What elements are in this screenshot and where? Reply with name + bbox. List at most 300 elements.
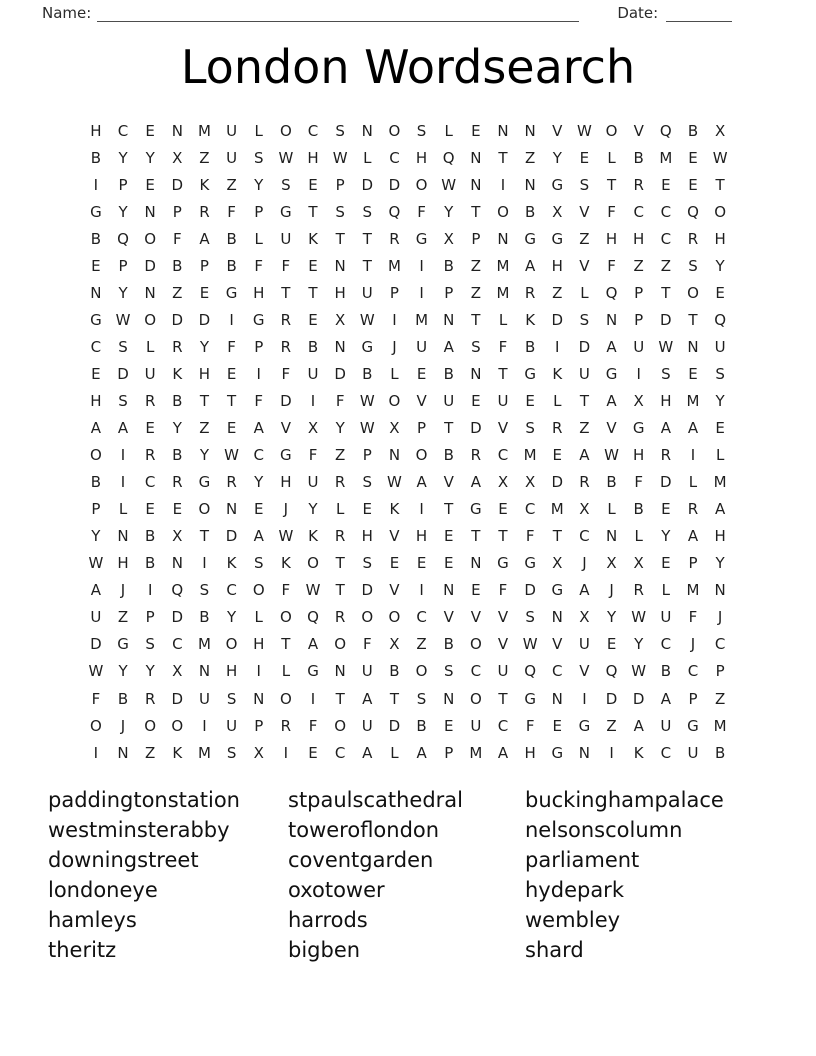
grid-letter: W [604, 446, 619, 465]
grid-letter: G [470, 500, 482, 519]
grid-letter: A [253, 527, 264, 546]
grid-letter: O [279, 689, 292, 708]
grid-letter: H [714, 527, 726, 546]
grid-letter: U [714, 337, 726, 356]
grid-letter: K [280, 554, 291, 573]
grid-letter: E [715, 419, 725, 438]
grid-letter: G [307, 662, 319, 681]
grid-letter: A [497, 743, 509, 762]
grid-letter: P [91, 500, 101, 519]
grid-letter: D [361, 175, 374, 194]
grid-letter: V [416, 391, 427, 410]
grid-letter: B [443, 635, 454, 654]
grid-letter: Y [199, 446, 210, 465]
grid-letter: P [118, 256, 128, 275]
grid-letter: X [579, 500, 590, 519]
grid-letter: Y [254, 473, 264, 492]
grid-letter: M [496, 256, 510, 275]
grid-letter: Y [444, 202, 454, 221]
date-label: Date: [617, 4, 659, 22]
grid-letter: B [524, 202, 536, 221]
grid-letter: E [661, 175, 671, 194]
grid-letter: L [254, 608, 263, 627]
grid-letter: C [579, 527, 590, 546]
grid-letter: G [497, 554, 509, 573]
grid-letter: S [362, 202, 373, 221]
date-blank-line [666, 6, 732, 22]
grid-letter: E [579, 148, 590, 167]
grid-letter: A [714, 500, 726, 519]
grid-letter: B [145, 527, 156, 546]
grid-letter: A [362, 689, 373, 708]
grid-letter: O [144, 229, 157, 248]
grid-letter: E [606, 635, 617, 654]
word-item: londoneye [48, 878, 158, 903]
grid-letter: I [310, 689, 316, 708]
word-item: shard [525, 938, 584, 963]
grid-letter: B [633, 148, 644, 167]
grid-letter: C [660, 229, 672, 248]
name-date-header [0, 0, 816, 22]
grid-letter: W [359, 310, 375, 329]
grid-letter: E [308, 310, 318, 329]
grid-letter: D [551, 310, 564, 329]
grid-letter: H [334, 283, 346, 302]
grid-letter: N [605, 527, 618, 546]
grid-letter: C [90, 337, 102, 356]
word-item: buckinghampalace [525, 788, 724, 813]
grid-letter: A [416, 743, 427, 762]
grid-letter: Q [605, 283, 618, 302]
grid-letter: G [524, 229, 536, 248]
grid-letter: E [688, 148, 698, 167]
grid-letter: S [525, 608, 535, 627]
grid-letter: C [660, 202, 672, 221]
grid-letter: O [198, 500, 211, 519]
grid-letter: K [172, 364, 183, 383]
grid-letter: U [443, 391, 455, 410]
grid-letter: T [308, 202, 318, 221]
grid-letter: O [469, 689, 482, 708]
grid-letter: W [631, 608, 647, 627]
grid-letter: F [281, 256, 291, 275]
grid-letter: V [443, 608, 454, 627]
grid-letter: V [470, 608, 481, 627]
grid-letter: N [443, 310, 455, 329]
grid-letter: R [334, 608, 346, 627]
grid-letter: M [713, 716, 727, 735]
word-item: nelsonscolumn [525, 818, 683, 843]
grid-letter: E [362, 500, 373, 519]
grid-letter: D [388, 716, 401, 735]
grid-letter: T [362, 229, 372, 248]
grid-letter: F [172, 229, 182, 248]
grid-letter: L [715, 446, 725, 465]
grid-letter: I [229, 310, 234, 329]
grid-letter: X [714, 121, 726, 140]
grid-letter: B [117, 689, 129, 708]
word-item: hydepark [525, 878, 624, 903]
grid-letter: S [579, 310, 590, 329]
grid-letter: I [609, 743, 614, 762]
grid-letter: L [688, 473, 698, 492]
grid-letter: F [688, 608, 698, 627]
grid-letter: I [419, 283, 424, 302]
grid-letter: P [634, 283, 644, 302]
grid-letter: T [335, 581, 345, 600]
grid-letter: H [633, 446, 645, 465]
word-item: downingstreet [48, 848, 199, 873]
grid-letter: U [198, 689, 210, 708]
grid-letter: Y [715, 554, 725, 573]
grid-letter: Q [171, 581, 184, 600]
grid-letter: G [225, 283, 238, 302]
grid-letter: W [115, 310, 131, 329]
grid-letter: I [120, 446, 126, 465]
grid-letter: H [605, 229, 618, 248]
grid-letter: I [582, 689, 587, 708]
grid-letter: R [687, 229, 699, 248]
grid-letter: B [633, 500, 644, 519]
grid-letter: K [525, 310, 536, 329]
grid-letter: S [416, 689, 427, 708]
grid-letter: R [226, 473, 237, 492]
grid-letter: O [388, 608, 401, 627]
grid-letter: B [714, 743, 726, 762]
grid-letter: E [471, 121, 481, 140]
grid-letter: E [552, 716, 563, 735]
grid-letter: H [361, 527, 373, 546]
grid-letter: G [524, 689, 536, 708]
grid-letter: O [388, 121, 401, 140]
grid-letter: H [225, 662, 238, 681]
grid-letter: Y [715, 391, 725, 410]
grid-letter: I [310, 391, 316, 410]
grid-letter: I [392, 310, 397, 329]
grid-letter: E [145, 419, 155, 438]
grid-letter: N [334, 662, 346, 681]
grid-letter: Y [91, 527, 101, 546]
grid-letter: D [361, 581, 374, 600]
grid-letter: L [607, 500, 616, 519]
grid-letter: V [389, 581, 400, 600]
grid-letter: A [606, 337, 617, 356]
grid-letter: J [120, 581, 126, 600]
grid-letter: J [283, 500, 289, 519]
grid-letter: I [147, 581, 153, 600]
grid-letter: P [362, 446, 372, 465]
grid-letter: G [90, 310, 102, 329]
grid-letter: C [687, 662, 699, 681]
grid-letter: C [470, 662, 482, 681]
grid-letter: D [551, 473, 564, 492]
grid-letter: R [280, 337, 292, 356]
grid-letter: B [172, 391, 183, 410]
grid-letter: S [253, 148, 264, 167]
grid-letter: Z [172, 283, 183, 302]
word-list [0, 785, 816, 965]
grid-letter: W [441, 175, 457, 194]
grid-letter: T [579, 391, 589, 410]
grid-letter: D [632, 689, 645, 708]
grid-letter: G [687, 716, 699, 735]
grid-letter: Y [254, 175, 264, 194]
grid-letter: C [633, 202, 644, 221]
grid-letter: W [305, 581, 321, 600]
grid-letter: L [580, 283, 589, 302]
grid-letter: C [226, 581, 237, 600]
grid-letter: A [253, 419, 264, 438]
grid-letter: X [633, 554, 644, 573]
grid-letter: O [605, 121, 618, 140]
grid-letter: F [634, 473, 644, 492]
grid-letter: R [633, 581, 644, 600]
grid-letter: Y [118, 283, 128, 302]
grid-letter: E [715, 283, 725, 302]
grid-letter: E [145, 175, 155, 194]
grid-letter: D [578, 337, 591, 356]
grid-letter: A [117, 419, 129, 438]
grid-letter: H [415, 527, 428, 546]
grid-letter: F [281, 581, 291, 600]
grid-letter: R [280, 716, 292, 735]
grid-letter: K [633, 743, 644, 762]
grid-letter: A [525, 256, 536, 275]
grid-letter: C [416, 608, 427, 627]
word-item: paddingtonstation [48, 788, 240, 813]
grid-letter: O [334, 716, 347, 735]
grid-letter: D [605, 689, 618, 708]
grid-letter: R [524, 283, 536, 302]
grid-letter: N [524, 121, 536, 140]
grid-letter: N [551, 608, 563, 627]
grid-letter: I [256, 662, 261, 681]
grid-letter: B [443, 364, 454, 383]
grid-letter: T [471, 202, 481, 221]
grid-letter: G [361, 337, 374, 356]
grid-letter: X [524, 473, 536, 492]
grid-letter: S [443, 662, 454, 681]
grid-letter: H [90, 391, 102, 410]
grid-letter: A [660, 689, 671, 708]
grid-letter: W [359, 391, 375, 410]
grid-letter: Y [335, 419, 345, 438]
grid-letter: S [362, 473, 373, 492]
grid-letter: T [498, 527, 508, 546]
grid-letter: T [471, 310, 481, 329]
grid-letter: E [416, 364, 427, 383]
grid-letter: P [254, 716, 264, 735]
grid-letter: A [416, 473, 427, 492]
grid-letter: U [660, 608, 672, 627]
grid-letter: J [717, 608, 723, 627]
grid-letter: T [281, 283, 291, 302]
grid-letter: F [498, 581, 508, 600]
grid-letter: E [552, 446, 563, 465]
grid-letter: R [199, 202, 210, 221]
grid-letter: G [198, 473, 211, 492]
grid-letter: I [93, 175, 99, 194]
grid-letter: Y [118, 202, 128, 221]
grid-letter: R [687, 500, 699, 519]
grid-letter: E [389, 554, 400, 573]
grid-letter: V [443, 473, 454, 492]
grid-letter: C [552, 662, 563, 681]
grid-letter: Z [579, 229, 590, 248]
grid-letter: K [172, 743, 183, 762]
grid-letter: Z [416, 635, 427, 654]
grid-letter: A [660, 419, 671, 438]
grid-letter: S [226, 743, 237, 762]
grid-letter: H [198, 364, 211, 383]
grid-letter: R [144, 391, 156, 410]
grid-letter: W [576, 121, 592, 140]
grid-letter: T [471, 527, 481, 546]
grid-letter: Z [470, 283, 481, 302]
grid-letter: B [443, 446, 454, 465]
grid-letter: P [118, 175, 128, 194]
grid-letter: U [416, 337, 428, 356]
grid-letter: T [715, 175, 725, 194]
grid-letter: N [497, 229, 509, 248]
grid-letter: R [579, 473, 590, 492]
grid-letter: F [308, 446, 318, 465]
grid-letter: Q [605, 662, 618, 681]
grid-letter: S [118, 337, 128, 356]
grid-letter: R [552, 419, 563, 438]
grid-letter: N [144, 283, 156, 302]
grid-letter: V [579, 662, 590, 681]
grid-letter: I [283, 743, 289, 762]
grid-letter: T [335, 229, 345, 248]
grid-letter: F [91, 689, 101, 708]
grid-letter: S [118, 391, 128, 410]
grid-letter: N [117, 527, 129, 546]
grid-letter: H [524, 743, 536, 762]
grid-letter: F [227, 202, 236, 221]
grid-letter: B [90, 473, 102, 492]
grid-letter: T [498, 364, 508, 383]
grid-letter: I [419, 581, 424, 600]
grid-letter: D [524, 581, 536, 600]
grid-letter: U [280, 229, 292, 248]
grid-letter: E [443, 527, 454, 546]
grid-letter: P [471, 229, 481, 248]
grid-letter: N [470, 554, 482, 573]
grid-letter: K [199, 175, 210, 194]
grid-letter: S [281, 175, 291, 194]
word-item: theritz [48, 938, 117, 963]
word-item: hamleys [48, 908, 137, 933]
grid-letter: X [552, 202, 563, 221]
grid-letter: N [117, 743, 129, 762]
grid-letter: U [307, 364, 319, 383]
grid-letter: I [93, 743, 99, 762]
grid-letter: V [552, 121, 563, 140]
grid-letter: I [500, 175, 506, 194]
grid-letter: Q [524, 662, 537, 681]
grid-letter: F [254, 256, 264, 275]
grid-letter: H [253, 283, 265, 302]
grid-letter: D [388, 175, 401, 194]
grid-letter: X [497, 473, 509, 492]
grid-letter: L [661, 581, 671, 600]
grid-letter: T [606, 175, 617, 194]
grid-letter: U [497, 662, 509, 681]
grid-letter: T [389, 689, 400, 708]
grid-letter: B [362, 364, 373, 383]
grid-letter: K [308, 527, 318, 546]
grid-letter: U [497, 391, 509, 410]
grid-letter: B [687, 121, 699, 140]
grid-letter: S [226, 689, 237, 708]
grid-letter: M [469, 743, 483, 762]
grid-letter: L [607, 148, 616, 167]
grid-letter: V [552, 635, 563, 654]
grid-letter: V [497, 635, 509, 654]
grid-letter: Q [117, 229, 129, 248]
grid-letter: N [470, 148, 482, 167]
grid-letter: C [660, 635, 672, 654]
grid-letter: I [419, 500, 424, 519]
grid-letter: R [144, 446, 156, 465]
grid-letter: S [335, 121, 345, 140]
grid-letter: L [335, 500, 345, 519]
grid-letter: P [335, 175, 345, 194]
grid-letter: H [551, 256, 563, 275]
grid-letter: W [224, 446, 239, 465]
grid-letter: T [199, 391, 210, 410]
grid-letter: E [661, 554, 671, 573]
grid-letter: H [117, 554, 129, 573]
grid-letter: G [551, 581, 564, 600]
grid-letter: U [470, 716, 482, 735]
grid-letter: G [605, 364, 618, 383]
grid-letter: U [226, 121, 238, 140]
grid-letter: R [172, 473, 183, 492]
grid-letter: V [497, 419, 509, 438]
grid-letter: P [688, 689, 698, 708]
grid-letter: T [688, 310, 698, 329]
grid-letter: Z [199, 148, 210, 167]
grid-letter: N [90, 283, 102, 302]
grid-letter: W [278, 527, 294, 546]
grid-letter: A [687, 527, 699, 546]
grid-letter: C [117, 121, 129, 140]
grid-letter: I [256, 364, 261, 383]
word-item: bigben [288, 938, 361, 963]
grid-letter: E [308, 175, 318, 194]
grid-letter: P [254, 337, 264, 356]
grid-letter: M [686, 391, 700, 410]
grid-letter: E [661, 500, 671, 519]
grid-letter: D [660, 310, 672, 329]
grid-letter: F [281, 364, 291, 383]
grid-letter: M [415, 310, 429, 329]
grid-letter: F [607, 256, 616, 275]
grid-letter: R [334, 473, 346, 492]
grid-letter: O [144, 716, 157, 735]
grid-letter: E [145, 121, 155, 140]
grid-letter: E [471, 581, 481, 600]
grid-letter: O [279, 121, 292, 140]
grid-letter: G [551, 743, 564, 762]
grid-letter: A [443, 337, 454, 356]
grid-letter: E [416, 554, 427, 573]
grid-letter: O [361, 608, 374, 627]
grid-letter: N [253, 689, 265, 708]
grid-letter: U [361, 662, 373, 681]
